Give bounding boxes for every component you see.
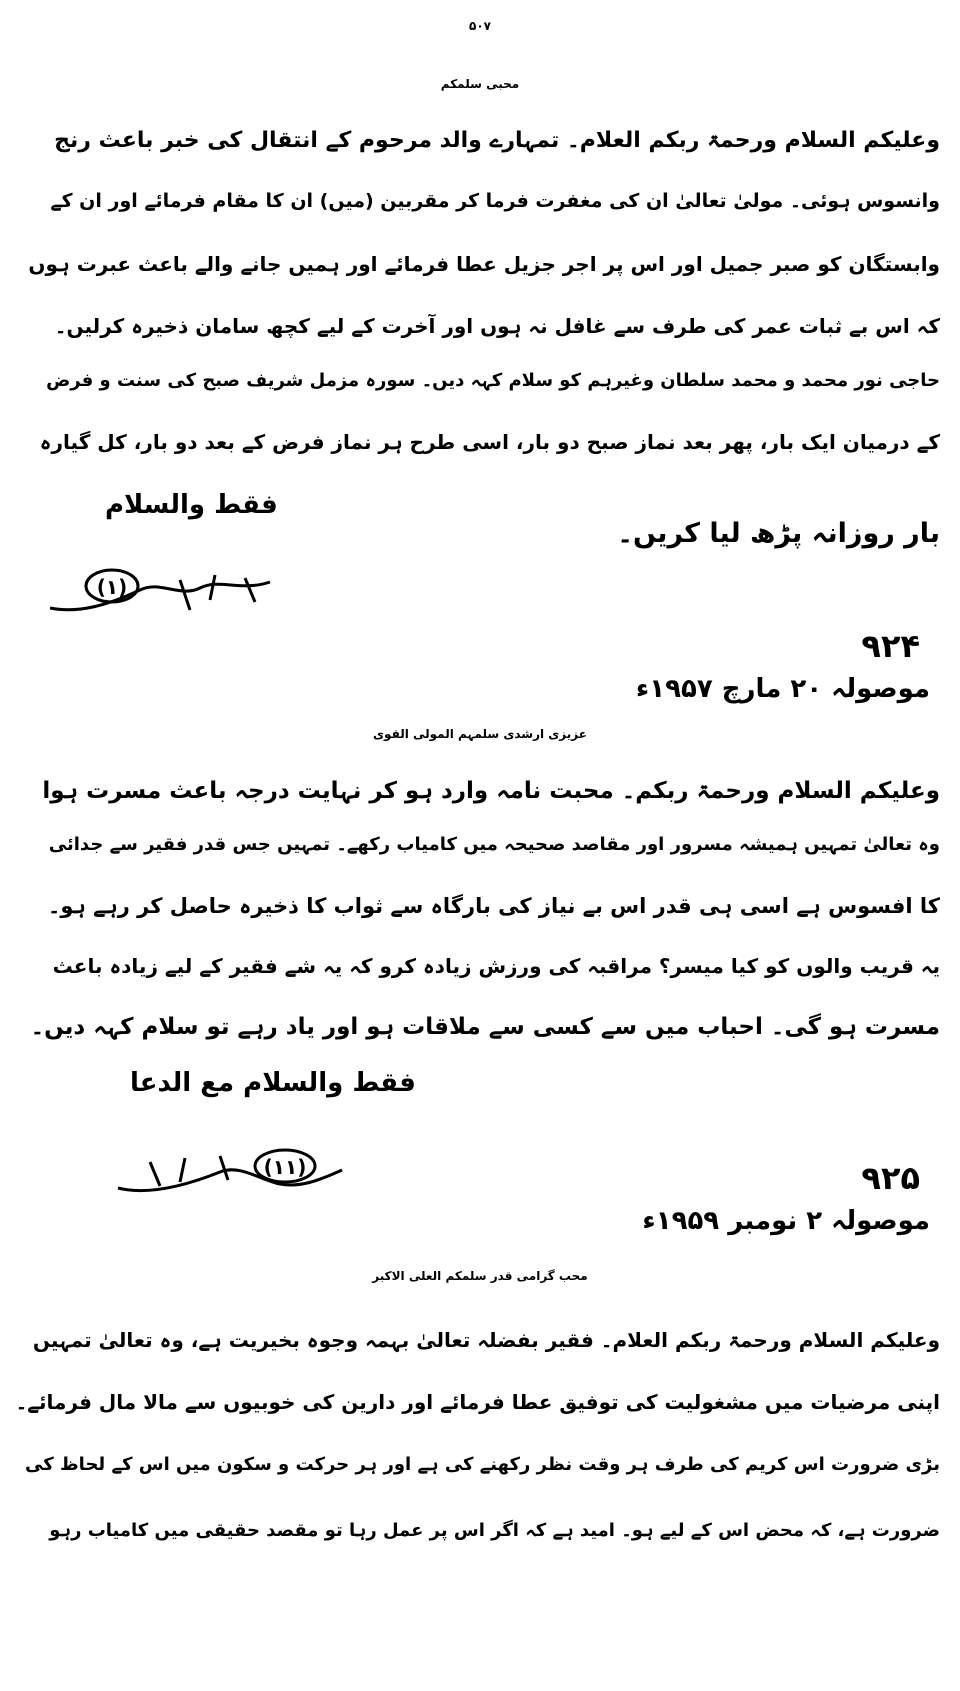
letter-2-line-5: مسرت ہو گی۔ احباب میں سے کسی سے ملاقات ہو اور یاد رہے تو سلام کہہ دیں۔	[30, 1014, 940, 1040]
letter-2-received: موصولہ ۲۰ مارچ ۱۹۵۷ء	[635, 674, 930, 704]
letter-1-closing: فقط والسلام	[105, 490, 278, 520]
letter-2-salutation: عزیزی ارشدی سلمہم المولی القوی	[373, 727, 587, 741]
letter-1-salutation: محبی سلمکم	[440, 77, 520, 91]
letter-1-line-2: وانسوس ہوئی۔ مولیٰ تعالیٰ ان کی مغفرت فرما کر مقربین (میں) ان کا مقام فرمائے اور ان کے	[50, 190, 940, 212]
page-number: ۵۰۷	[469, 19, 491, 33]
svg-text:(۱۱): (۱۱)	[263, 1155, 307, 1179]
letter-3-line-1: وعلیکم السلام ورحمۃ ربکم العلام۔ فقیر بفضلہ تعالیٰ بہمہ وجوہ بخیریت ہے، وہ تعالیٰ تمہیں	[32, 1328, 940, 1352]
letter-3-line-2: اپنی مرضیات میں مشغولیت کی توفیق عطا فرمائے اور دارین کی خوبیوں سے مالا مال فرمائے۔	[15, 1390, 940, 1414]
svg-text:(۱): (۱)	[96, 575, 128, 599]
letter-1-line-4: کہ اس بے ثبات عمر کی طرف سے غافل نہ ہوں اور آخرت کے لیے کچھ سامان ذخیرہ کرلیں۔	[54, 314, 940, 338]
letter-1-line-3: وابستگان کو صبر جمیل اور اس پر اجر جزیل عطا فرمائے اور ہمیں جانے والے باعث عبرت ہوں	[28, 252, 940, 276]
signature-2	[110, 1140, 350, 1200]
letter-1-line-1: وعلیکم السلام ورحمۃ ربکم العلام۔ تمہارے والد مرحوم کے انتقال کی خبر باعث رنج	[54, 128, 940, 153]
letter-1-line-5: حاجی نور محمد و محمد سلطان وغیرہم کو سلام کہہ دیں۔ سورہ مزمل شریف صبح کی سنت و فرض	[46, 370, 940, 391]
signature-1	[40, 560, 300, 620]
letter-2-line-1: وعلیکم السلام ورحمۃ ربکم۔ محبت نامہ وارد ہو کر نہایت درجہ باعث مسرت ہوا	[42, 778, 940, 804]
letter-3-number: ۹۲۵	[861, 1159, 920, 1197]
letter-2-line-4: یہ قریب والوں کو کیا میسر؟ مراقبہ کی ورزش زیادہ کرو کہ یہ شے فقیر کے لیے زیادہ باعث	[52, 954, 940, 978]
letter-3-received: موصولہ ۲ نومبر ۱۹۵۹ء	[642, 1206, 930, 1236]
letter-3-line-3: بڑی ضرورت اس کریم کی طرف ہر وقت نظر رکھنے کی ہے اور ہر حرکت و سکون میں اس کے لحاظ کی	[25, 1454, 940, 1475]
letter-3-salutation: محب گرامی قدر سلمکم العلی الاکبر	[372, 1269, 588, 1283]
letter-1-line-7: بار روزانہ پڑھ لیا کریں۔	[617, 518, 940, 549]
letter-2-line-2: وہ تعالیٰ تمہیں ہمیشہ مسرور اور مقاصد صحیحہ میں کامیاب رکھے۔ تمہیں جس قدر فقیر سے جدائی	[48, 834, 940, 855]
letter-2-number: ۹۲۴	[861, 627, 920, 665]
letter-2-closing: فقط والسلام مع الدعا	[130, 1068, 416, 1098]
letter-1-line-6: کے درمیان ایک بار، پھر بعد نماز صبح دو بار، اسی طرح ہر نماز فرض کے بعد دو بار، کل گیارہ	[39, 430, 940, 454]
letter-3-line-4: ضرورت ہے، کہ محض اس کے لیے ہو۔ امید ہے کہ اگر اس پر عمل رہا تو مقصد حقیقی میں کامیاب رہو	[49, 1520, 940, 1541]
letter-2-line-3: کا افسوس ہے اسی ہی قدر اس بے نیاز کی بارگاہ سے ثواب کا ذخیرہ حاصل کر رہے ہو۔	[48, 894, 940, 918]
